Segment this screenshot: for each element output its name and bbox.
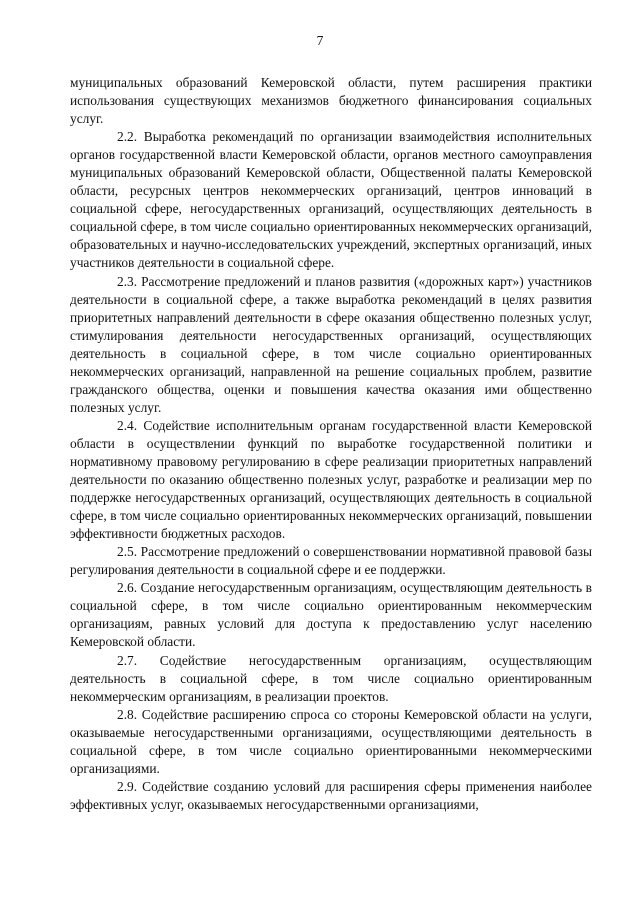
paragraph-2-9: 2.9. Содействие созданию условий для расширения сферы применения наиболее эффективных услуг, оказываемых негосударственными организациями, [70,778,592,812]
page-number: 7 [316,33,324,48]
paragraph-2-6: 2.6. Создание негосударственным организациям, осуществляющим деятельность в социальной сфере, в том числе социально ориентированным некоммерческим организациям, равных условий для доступа к предоставлению услуг населению Кемеровской области. [70,580,592,650]
paragraph-2-3: 2.3. Рассмотрение предложений и планов развития («дорожных карт») участников деятельности в социальной сфере, а также выработка рекомендаций в целях развития приоритетных направлений деятельности в сфере оказания общественно полезных услуг, стимулирования деятельности негосударственных организаций, осуществляющих деятельность в социальной сфере, в том числе социально ориентированных некоммерческих организаций, направленной на решение социальных проблем, развитие гражданского общества, оценки и повышения качества оказания ими общественно полезных услуг. [70,273,592,415]
paragraph-2-7: 2.7. Содействие негосударственным организациям, осуществляющим деятельность в социальной сфере, в том числе социально ориентированным некоммерческим организациям, в реализации проектов. [70,652,592,704]
paragraph-continuation: муниципальных образований Кемеровской области, путем расширения практики использования существующих механизмов бюджетного финансирования социальных услуг. [70,75,592,127]
paragraph-2-2: 2.2. Выработка рекомендаций по организации взаимодействия исполнительных органов государственной власти Кемеровской области, органов местного самоуправления муниципальных образований Кемеровской области, Общественной палаты Кемеровской области, ресурсных центров некоммерческих организаций, центров инноваций в социальной сфере, негосударственных организаций, осуществляющих деятельность в социальной сфере, в том числе социально ориентированных некоммерческих организаций, образовательных и научно-исследовательских учреждений, экспертных организаций, иных участников деятельности в социальной сфере. [70,129,592,271]
paragraph-2-5: 2.5. Рассмотрение предложений о совершенствовании нормативной правовой базы регулирования деятельности в социальной сфере и ее поддержки. [70,544,592,578]
paragraph-2-8: 2.8. Содействие расширению спроса со стороны Кемеровской области на услуги, оказываемые негосударственными организациями, осуществляющими деятельность в социальной сфере, в том числе социально ориентированными некоммерческими организациями. [70,706,592,776]
document-body [70,74,592,814]
paragraph-2-4: 2.4. Содействие исполнительным органам государственной власти Кемеровской области в осуществлении функций по выработке государственной политики и нормативному правовому регулированию в сфере реализации приоритетных направлений деятельности по оказанию общественно полезных услуг, разработке и реализации мер по поддержке негосударственных организаций, осуществляющих деятельность в социальной сфере, в том числе социально ориентированных некоммерческих организаций, повышении эффективности бюджетных расходов. [70,417,592,542]
